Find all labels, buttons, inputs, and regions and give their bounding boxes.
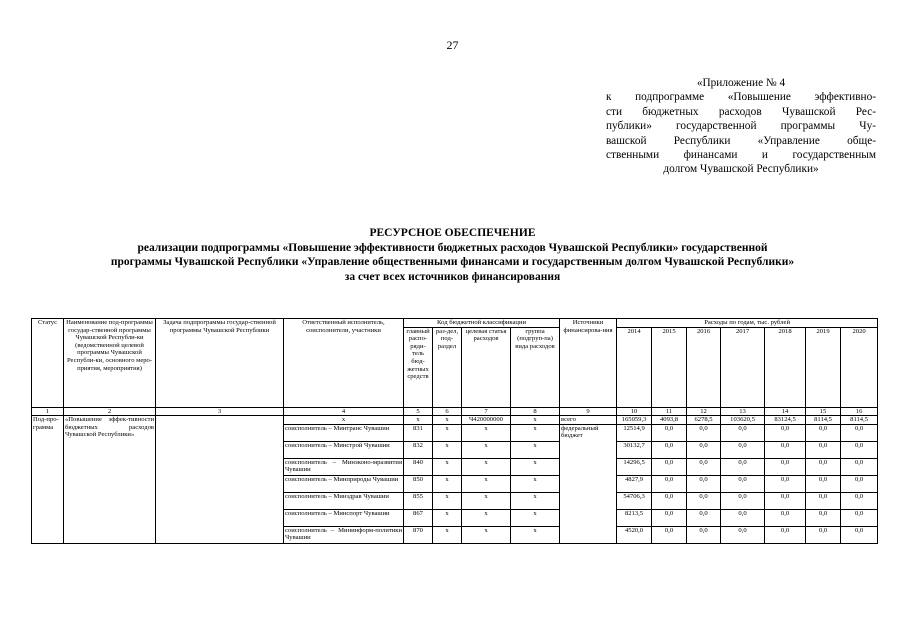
value-cell: 0,0 [721,475,765,492]
executor-cell: соисполнитель – Минэконо-мразвития Чувашии [285,458,402,474]
admin-cell: 870 [404,526,433,543]
section-cell: x [433,475,462,492]
group-cell: x [511,424,560,441]
column-number: 6 [433,407,462,416]
value-cell: 4093,8 [652,416,687,425]
column-number: 11 [652,407,687,416]
header-year: 2016 [687,327,721,407]
appendix-line: публики» государственной программы Чу- [606,120,876,133]
source-cell: всего [560,416,617,425]
document-title: РЕСУРСНОЕ ОБЕСПЕЧЕНИЕ [369,227,536,239]
section-cell: x [433,526,462,543]
value-cell: 0,0 [721,492,765,509]
executor-cell: x [284,416,404,425]
value-cell: 0,0 [841,492,878,509]
value-cell: 165059,3 [617,416,652,425]
value-cell: 0,0 [806,475,841,492]
value-cell: 0,0 [806,441,841,458]
header-year: 2017 [721,327,765,407]
appendix-line: долгом Чувашской Республики» [663,163,819,176]
executor-cell: соисполнитель – Минприроды Чувашии [284,475,404,492]
appendix-line: к подпрограмме «Повышение эффективно- [606,91,876,104]
executor-cell: соисполнитель – Минтранс Чувашии [284,424,404,441]
value-cell: 4520,0 [617,526,652,543]
value-cell: 0,0 [806,526,841,543]
table-row [32,416,878,425]
value-cell: 0,0 [721,458,765,475]
group-cell: x [511,441,560,458]
admin-cell: 855 [404,492,433,509]
admin-cell: 867 [404,509,433,526]
value-cell: 0,0 [687,424,721,441]
column-number: 16 [841,407,878,416]
value-cell: 0,0 [721,441,765,458]
header-main-admin: главный распо-ряди-тель бюд-жетных средств [404,327,433,407]
value-cell: 0,0 [652,424,687,441]
executor-cell: соисполнитель – Минспорт Чувашии [284,509,404,526]
column-number-row [32,407,878,416]
header-budget-code: Код бюджетной классификации [404,319,560,328]
program-name-cell: «Повышение эффек-тивности бюджетных расходов Чувашской Республики» [64,416,156,544]
appendix-note [606,76,876,177]
header-group: группа (подгруп-па) вида расходов [511,327,560,407]
column-number: 13 [721,407,765,416]
admin-cell: x [404,416,433,425]
value-cell: 0,0 [841,424,878,441]
header-year: 2019 [806,327,841,407]
value-cell: 0,0 [841,526,878,543]
target-cell: x [462,475,511,492]
appendix-line: вашской Республики «Управление обще- [606,134,876,147]
heading-line: реализации подпрограммы «Повышение эффективности бюджетных расходов Чувашской Республики» государственной [137,241,768,254]
column-number: 7 [462,407,511,416]
value-cell: 0,0 [687,509,721,526]
header-year: 2015 [652,327,687,407]
section-cell: x [433,416,462,425]
header-year: 2020 [841,327,878,407]
group-cell: x [511,458,560,475]
value-cell: 0,0 [841,441,878,458]
column-number: 9 [560,407,617,416]
column-number: 3 [156,407,284,416]
value-cell: 0,0 [652,526,687,543]
target-cell: x [462,526,511,543]
executor-cell: соисполнитель – Мининформ-политики Чувашии [285,526,402,542]
header-status: Статус [32,319,64,408]
target-cell: x [462,441,511,458]
admin-cell: 831 [404,424,433,441]
header-section: раз-дел, под-раздел [433,327,462,407]
value-cell: 30132,7 [617,441,652,458]
header-sources: Источники финансирова-ния [560,319,617,408]
value-cell: 0,0 [721,509,765,526]
section-cell: x [433,492,462,509]
target-cell: x [462,424,511,441]
value-cell: 0,0 [721,526,765,543]
section-cell: x [433,509,462,526]
document-heading [0,226,905,284]
admin-cell: 832 [404,441,433,458]
value-cell: 0,0 [765,526,806,543]
column-number: 10 [617,407,652,416]
value-cell: 0,0 [765,458,806,475]
appendix-line: ственными финансами и государственным [606,149,876,162]
value-cell: 83124,5 [765,416,806,425]
section-cell: x [433,441,462,458]
group-cell: x [511,475,560,492]
value-cell: 8114,5 [806,416,841,425]
status-cell: Под-про-грамма [32,416,64,544]
value-cell: 0,0 [687,458,721,475]
value-cell: 0,0 [841,458,878,475]
group-cell: x [511,416,560,425]
page-number: 27 [446,38,459,52]
value-cell: 103620,5 [721,416,765,425]
column-number: 4 [284,407,404,416]
column-number: 5 [404,407,433,416]
column-number: 2 [64,407,156,416]
column-number: 15 [806,407,841,416]
value-cell: 0,0 [806,509,841,526]
target-cell: Ч420000000 [462,416,511,425]
admin-cell: 840 [404,458,433,475]
group-cell: x [511,526,560,543]
header-year: 2018 [765,327,806,407]
appendix-line: «Приложение № 4 [696,77,786,89]
value-cell: 14296,5 [617,458,652,475]
value-cell: 0,0 [687,441,721,458]
task-cell [156,416,284,544]
column-number: 12 [687,407,721,416]
value-cell: 0,0 [841,475,878,492]
value-cell: 0,0 [652,492,687,509]
value-cell: 0,0 [806,492,841,509]
target-cell: x [462,509,511,526]
resource-table [31,318,878,544]
value-cell: 0,0 [652,475,687,492]
section-cell: x [433,424,462,441]
admin-cell: 850 [404,475,433,492]
column-number: 8 [511,407,560,416]
header-name: Наименование под-программы государ-ственной программы Чувашской Республи-ки (ведомственной целевой программы Чувашской Республи-ки, основного меро-приятия, мероприятия) [64,319,156,408]
value-cell: 8114,5 [841,416,878,425]
header-task: Задача подпрограммы государ-ственной программы Чувашской Республики [156,319,284,408]
value-cell: 12514,9 [617,424,652,441]
header-expenses: Расходы по годам, тыс. рублей [617,319,878,328]
executor-cell: соисполнитель – Минздрав Чувашии [284,492,404,509]
value-cell: 0,0 [652,509,687,526]
source-cell: федеральный бюджет [560,424,617,543]
column-number: 1 [32,407,64,416]
value-cell: 0,0 [721,424,765,441]
value-cell: 0,0 [806,458,841,475]
value-cell: 0,0 [765,424,806,441]
target-cell: x [462,492,511,509]
value-cell: 0,0 [806,424,841,441]
header-executor: Ответственный исполнитель, соисполнители, участники [284,319,404,408]
value-cell: 0,0 [765,475,806,492]
section-cell: x [433,458,462,475]
value-cell: 0,0 [687,475,721,492]
group-cell: x [511,509,560,526]
heading-line: программы Чувашской Республики «Управление общественными финансами и государственным долгом Чувашской Республики» [110,256,795,268]
value-cell: 0,0 [687,492,721,509]
value-cell: 8213,5 [617,509,652,526]
executor-cell: соисполнитель – Минстрой Чувашии [284,441,404,458]
value-cell: 0,0 [652,458,687,475]
table-header-row [32,319,878,328]
value-cell: 54706,3 [617,492,652,509]
group-cell: x [511,492,560,509]
value-cell: 0,0 [687,526,721,543]
value-cell: 0,0 [765,492,806,509]
value-cell: 6278,5 [687,416,721,425]
header-target: целевая статья расходов [462,327,511,407]
header-year: 2014 [617,327,652,407]
target-cell: x [462,458,511,475]
appendix-line: сти бюджетных расходов Чувашской Рес- [606,105,876,118]
value-cell: 0,0 [765,509,806,526]
value-cell: 0,0 [652,441,687,458]
column-number: 14 [765,407,806,416]
value-cell: 0,0 [765,441,806,458]
heading-line: за счет всех источников финансирования [344,270,561,283]
value-cell: 0,0 [841,509,878,526]
value-cell: 4827,9 [617,475,652,492]
